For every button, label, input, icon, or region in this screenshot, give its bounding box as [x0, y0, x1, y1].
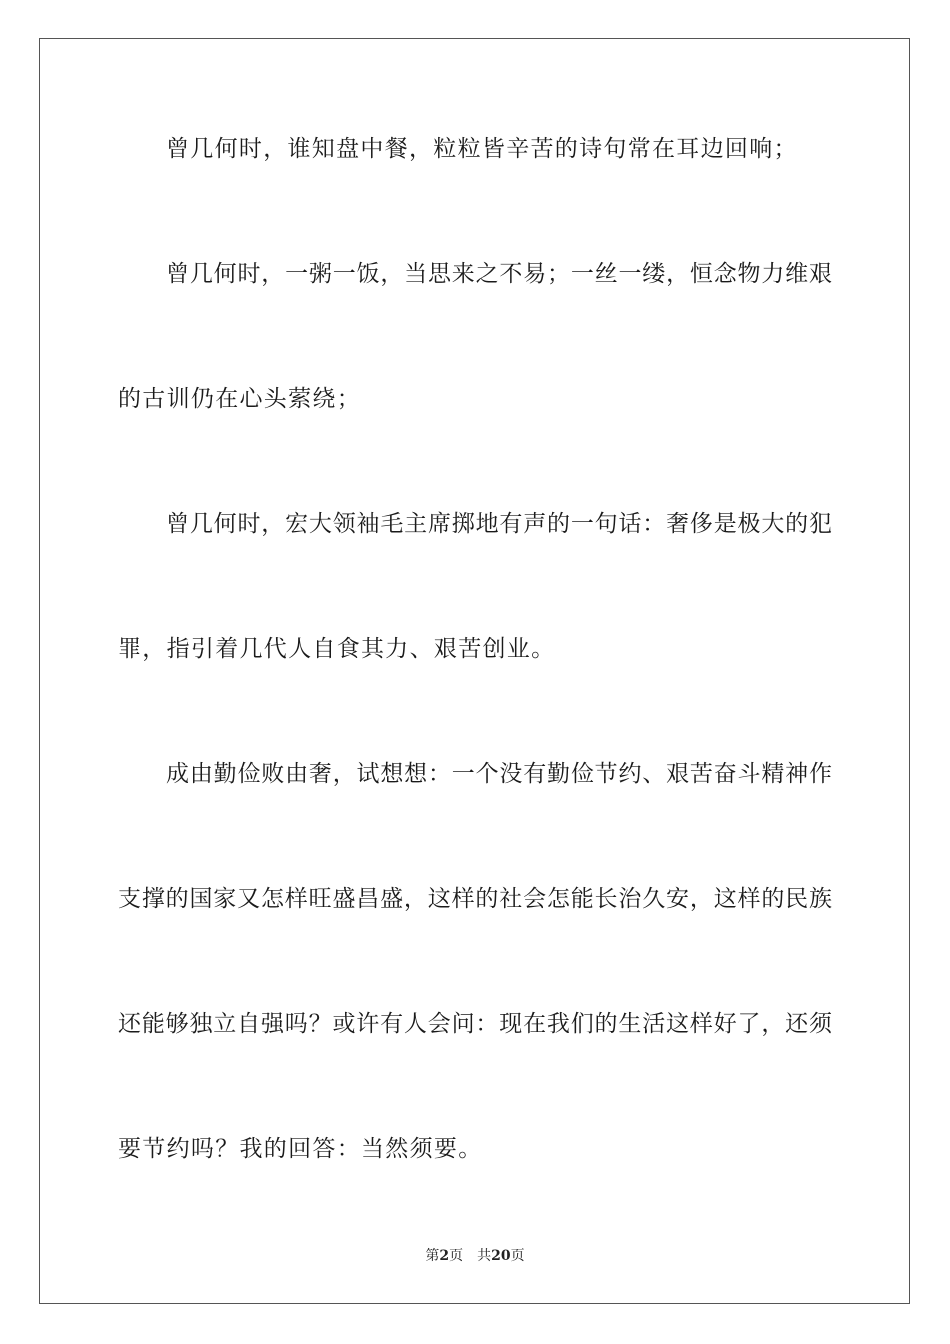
- page-footer: [0, 1247, 950, 1265]
- paragraph-1-line-1: 曾几何时，谁知盘中餐，粒粒皆辛苦的诗句常在耳边回响；: [166, 136, 798, 162]
- paragraph-2-line-2: 的古训仍在心头萦绕；: [118, 386, 361, 412]
- paragraph-2-line-1: 曾几何时，一粥一饭，当思来之不易；一丝一缕，恒念物力维艰: [166, 261, 832, 287]
- paragraph-4-line-2: 支撑的国家又怎样旺盛昌盛，这样的社会怎能长治久安，这样的民族: [118, 886, 832, 912]
- total-pages: 20: [491, 1248, 511, 1264]
- page-unit: 页: [449, 1248, 464, 1264]
- paragraph-3-line-2: 罪，指引着几代人自食其力、艰苦创业。: [118, 636, 556, 662]
- page-frame: [39, 38, 910, 1304]
- page-number: 2: [439, 1248, 450, 1264]
- paragraph-4-line-3: 还能够独立自强吗？或许有人会问：现在我们的生活这样好了，还须: [118, 1011, 832, 1037]
- paragraph-4-line-4: 要节约吗？我的回答：当然须要。: [118, 1136, 483, 1162]
- page-prefix: 第: [425, 1248, 440, 1264]
- total-unit: 页: [510, 1248, 525, 1264]
- paragraph-4-line-1: 成由勤俭败由奢，试想想：一个没有勤俭节约、艰苦奋斗精神作: [166, 761, 832, 787]
- total-prefix: 共: [477, 1248, 492, 1264]
- paragraph-3-line-1: 曾几何时，宏大领袖毛主席掷地有声的一句话：奢侈是极大的犯: [166, 511, 832, 537]
